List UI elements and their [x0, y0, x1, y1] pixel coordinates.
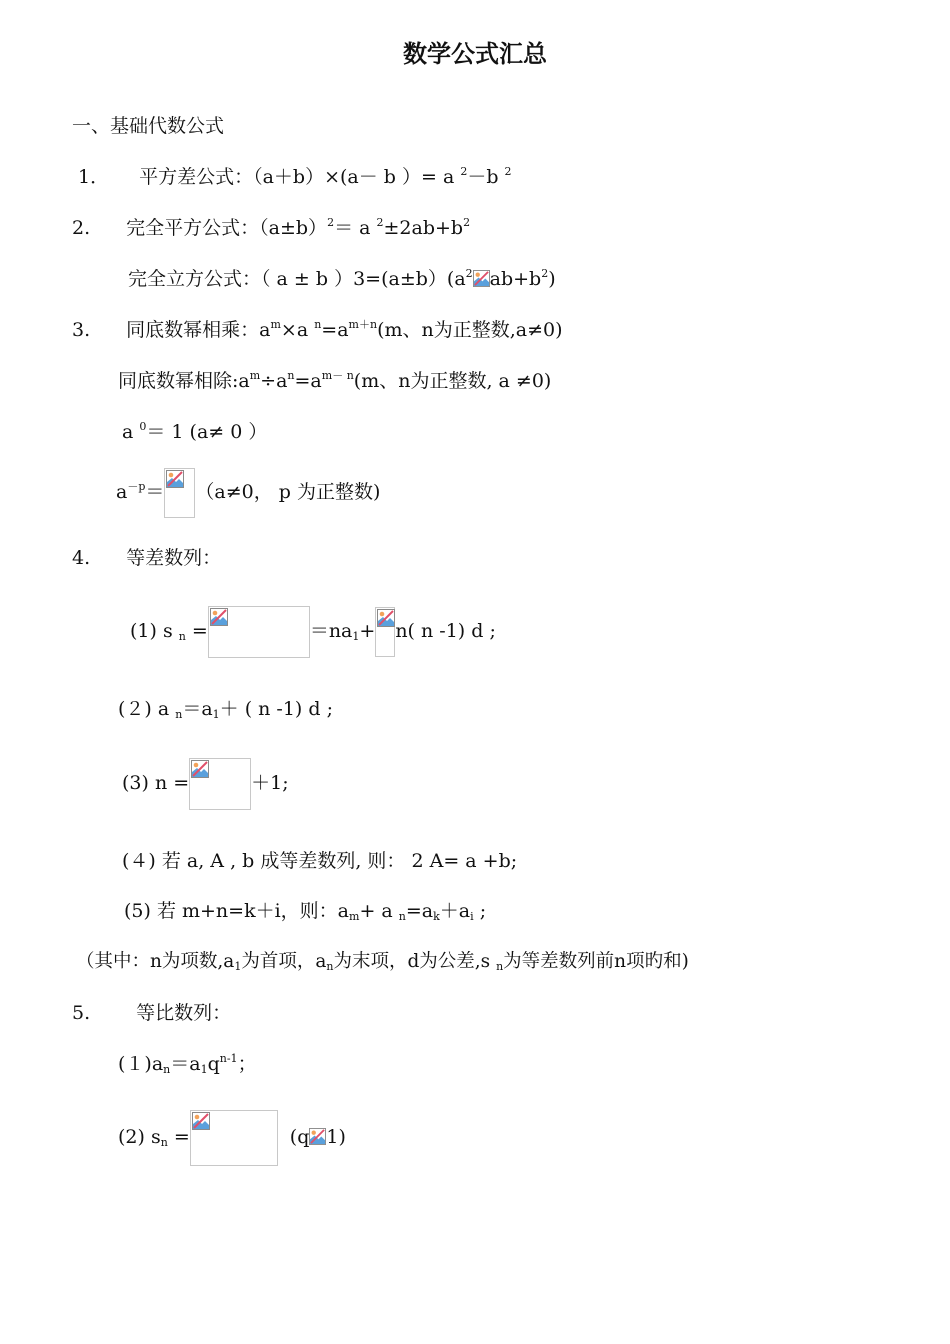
broken-image-icon: [210, 608, 228, 626]
section-geometric-sequence: 5. 等比数列：: [72, 1002, 232, 1024]
broken-image-icon: [377, 609, 395, 627]
formula-negative-power: $a^{-p}=$ （a≠0， p 为正整数): [116, 468, 380, 518]
formula-power-divide: 同底数幂相除$:a^m\div a^n=a^{m- n}(m$、n为正整数, a ≠0): [118, 369, 552, 392]
broken-image-icon: [473, 270, 490, 287]
formula-arith-nth-term: (２) a $_n=a_1+$ ( n -1) d ;: [118, 698, 333, 721]
section-heading: 一、基础代数公式: [72, 115, 225, 137]
section-arithmetic-sequence: 4. 等差数列：: [72, 547, 222, 569]
formula-power-multiply: 3. 同底数幂相乘：$a^m\times a$ $^n=a^{m+n}(m$、n为正整数,a≠0): [72, 318, 563, 341]
broken-image-icon: [166, 470, 184, 488]
page-title: 数学公式汇总: [403, 40, 547, 68]
formula-image-placeholder: [190, 1110, 278, 1166]
formula-difference-of-squares: 1． 平方差公式：（a＋b）×(a－ b ）= a $^2$－b $^2$: [78, 165, 512, 188]
formula-arith-term-count: (3) n = ＋1;: [122, 758, 289, 810]
formula-image-placeholder: [208, 606, 310, 658]
broken-image-icon: [309, 1128, 326, 1145]
arith-notation-note: （其中：n为项数$,a_1$为首项，$a_n$为末项，d为公差,s $_n$为等差数列前n项旳和): [76, 951, 689, 973]
formula-arith-sum: (1) s $_n$ = $=na_1+$ n( n -1) d ;: [130, 606, 496, 658]
formula-arith-index-property: (5) 若 m+n=k＋i，则：$a_m+ a$ $_n=a_k+a_i$ ;: [124, 900, 487, 923]
broken-image-icon: [191, 760, 209, 778]
formula-perfect-square: 2. 完全平方公式：$(a\pm b)^2= a$ $^2\pm 2ab+b^2$: [72, 216, 471, 239]
broken-image-icon: [192, 1112, 210, 1130]
formula-image-placeholder: [375, 607, 395, 657]
formula-image-placeholder: [164, 468, 195, 518]
formula-image-placeholder: [189, 758, 251, 810]
formula-geo-nth-term: $(1)a_n=a_1q^{n-1}$；: [118, 1052, 257, 1076]
formula-geo-sum: (2) $s_n$ = (q 1): [118, 1110, 346, 1166]
formula-arith-mean: (４) 若 a, A , b 成等差数列, 则： 2 A= a +b;: [122, 850, 518, 872]
formula-zero-power: a $^0$＝ 1 (a≠ 0 ）: [122, 420, 268, 443]
formula-perfect-cube: 完全立方公式：（ a ± b ）$3=(a\pm b)(a^2$ $ab+b^2$): [128, 267, 556, 290]
